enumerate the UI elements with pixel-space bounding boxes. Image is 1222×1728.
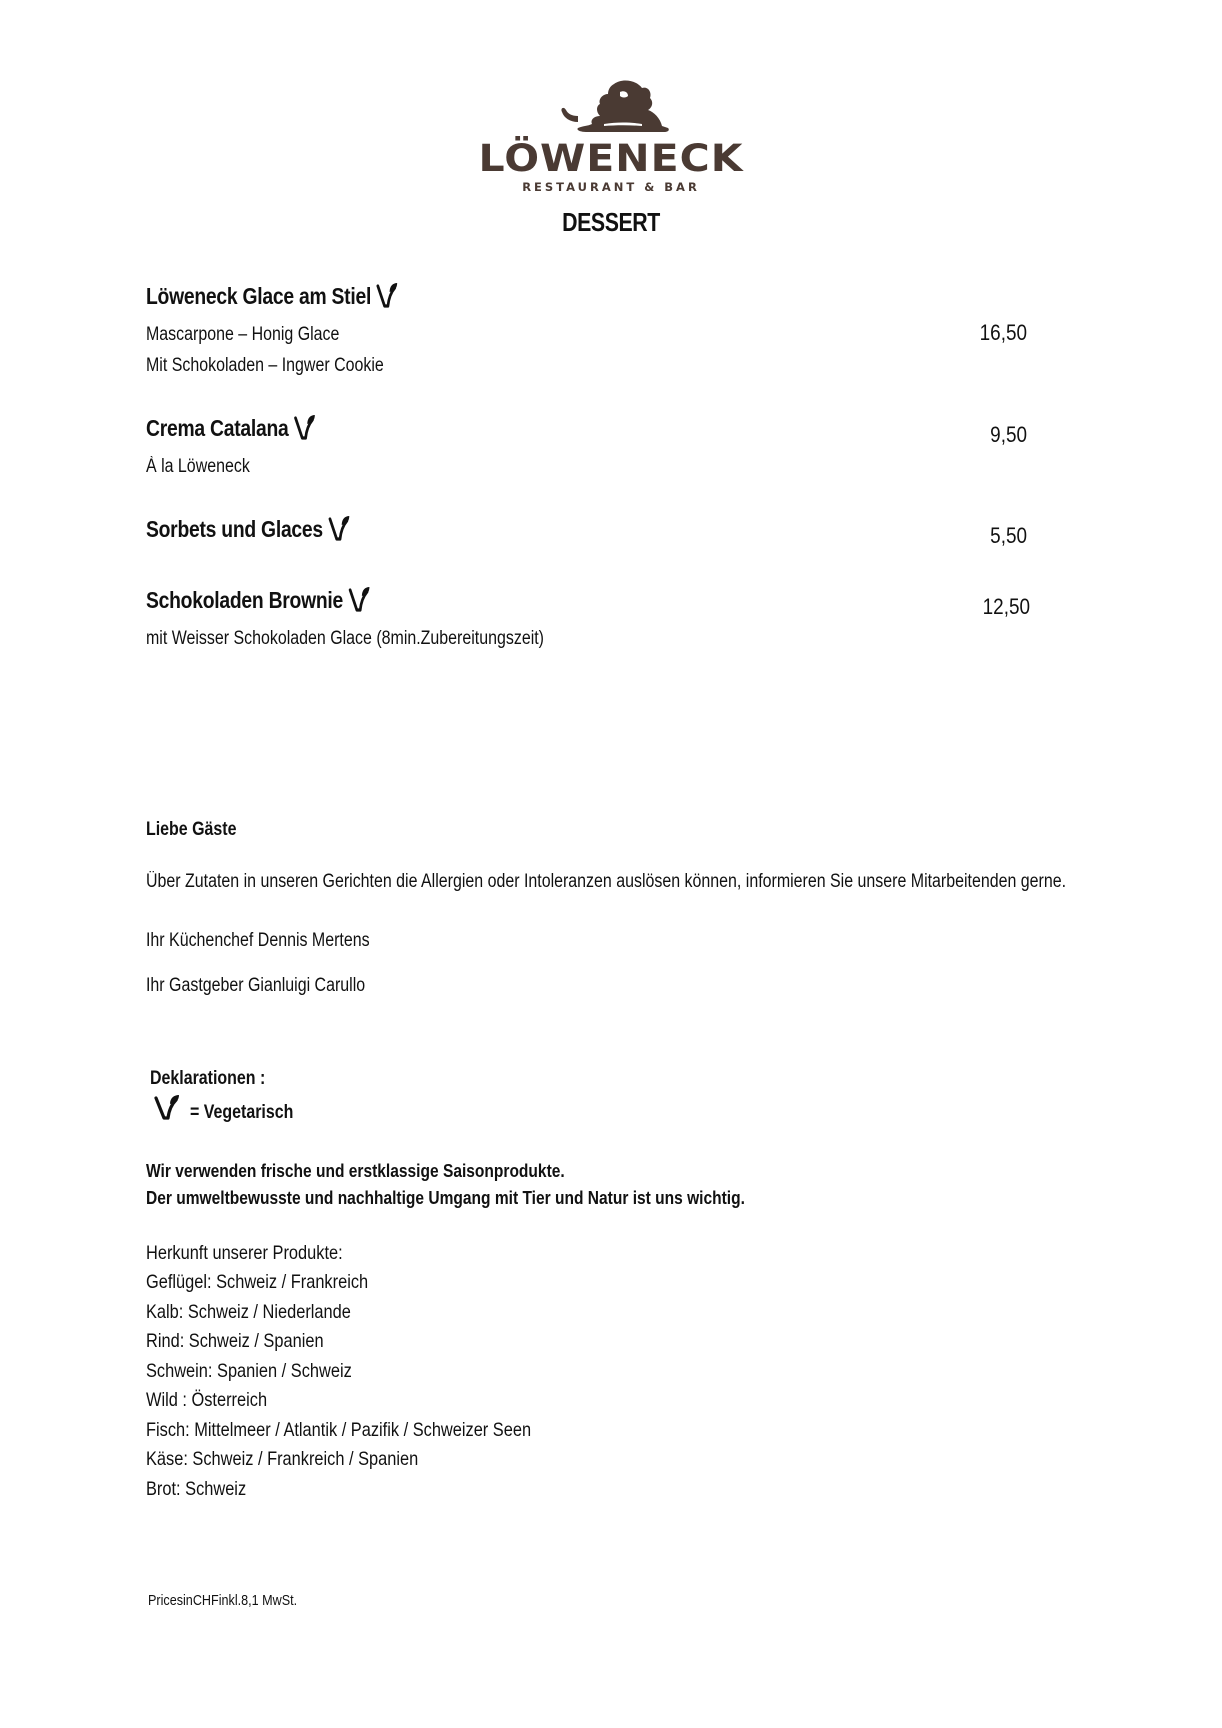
origin-line: Brot: Schweiz — [146, 1478, 247, 1500]
lion-icon — [556, 78, 674, 134]
origin-line: Kalb: Schweiz / Niederlande — [146, 1301, 351, 1323]
menu-item-price: 16,50 — [979, 320, 1027, 345]
menu-item-price: 9,50 — [990, 422, 1027, 447]
notice-host: Ihr Gastgeber Gianluigi Carullo — [146, 975, 366, 996]
vegetarian-leaf-icon — [294, 414, 316, 442]
menu-item-title: Löweneck Glace am Stiel — [146, 282, 372, 309]
origin-line: Rind: Schweiz / Spanien — [146, 1330, 324, 1352]
menu-item-description: Mascarpone – Honig Glace — [146, 324, 340, 345]
price-note: PricesinCHFinkl.8,1 MwSt. — [148, 1592, 298, 1609]
menu-item-price: 12,50 — [982, 594, 1030, 619]
commitment-line: Der umweltbewusste und nachhaltige Umgang mit Tier und Natur ist uns wichtig. — [146, 1187, 745, 1208]
declarations-legend-text: = Vegetarisch — [190, 1102, 294, 1123]
declarations-title: Deklarationen : — [150, 1068, 266, 1089]
menu-item-name — [146, 282, 398, 310]
vegetarian-leaf-icon — [328, 515, 350, 543]
origin-line: Schwein: Spanien / Schweiz — [146, 1360, 352, 1382]
brand-tagline: RESTAURANT & BAR — [522, 180, 700, 194]
origin-line: Fisch: Mittelmeer / Atlantik / Pazifik / Schweizer Seen — [146, 1419, 532, 1441]
menu-item-title: Schokoladen Brownie — [146, 586, 344, 613]
menu-item-name — [146, 586, 370, 614]
origin-line: Käse: Schweiz / Frankreich / Spanien — [146, 1448, 419, 1470]
origin-title: Herkunft unserer Produkte: — [146, 1242, 343, 1264]
page-title: DESSERT — [562, 207, 660, 237]
vegetarian-leaf-icon — [376, 282, 398, 310]
notice-allergy-text: Über Zutaten in unseren Gerichten die Allergien oder Intoleranzen auslösen können, informieren Sie unsere Mitarbeitenden gerne. — [146, 871, 1067, 892]
commitment-line: Wir verwenden frische und erstklassige Saisonprodukte. — [146, 1160, 565, 1181]
menu-item-description: mit Weisser Schokoladen Glace (8min.Zubereitungszeit) — [146, 628, 544, 649]
menu-item-title: Crema Catalana — [146, 414, 289, 441]
brand-name: LÖWENECK — [478, 135, 744, 181]
notice-greeting: Liebe Gäste — [146, 819, 237, 840]
origin-line: Geflügel: Schweiz / Frankreich — [146, 1271, 369, 1293]
notice-chef: Ihr Küchenchef Dennis Mertens — [146, 930, 370, 951]
menu-item-name — [146, 515, 350, 543]
vegetarian-leaf-icon — [348, 586, 370, 614]
menu-item-description: Mit Schokoladen – Ingwer Cookie — [146, 355, 384, 376]
origin-line: Wild : Österreich — [146, 1389, 268, 1411]
menu-item-title: Sorbets und Glaces — [146, 515, 323, 542]
menu-item-description: À la Löweneck — [146, 456, 250, 477]
menu-item-name — [146, 414, 315, 442]
vegetarian-leaf-icon — [154, 1094, 180, 1122]
menu-item-price: 5,50 — [990, 523, 1027, 548]
